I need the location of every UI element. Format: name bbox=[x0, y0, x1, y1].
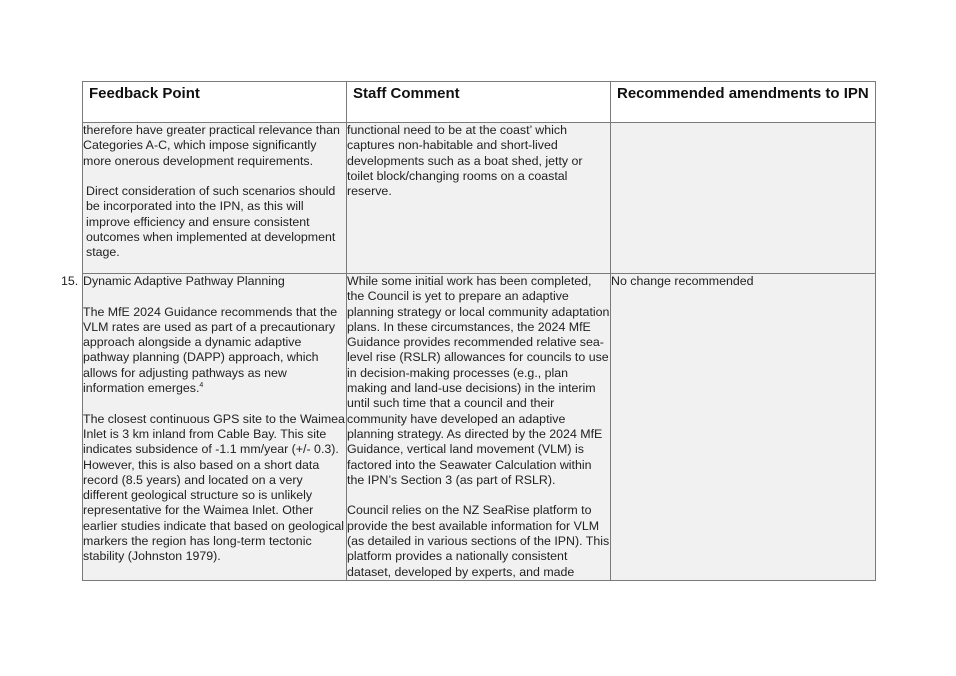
table-row bbox=[83, 274, 876, 581]
staff-comment-paragraph: While some initial work has been completed, the Council is yet to prepare an adaptive planning strategy or local community adaptation plans. In these circumstances, the 2024 MfE Guidance provides recommended relative sea-level rise (RSLR) allowances for councils to use in decision-making processes (e.g., plan making and land-use decisions) in the interim until such time that a council and their community have developed an adaptive planning strategy. As directed by the 2024 MfE Guidance, vertical land movement (VLM) is factored into the Seawater Calculation within the IPN’s Section 3 (as part of RSLR). bbox=[347, 274, 610, 487]
feedback-cell bbox=[83, 123, 347, 274]
header-recommended-amendments: Recommended amendments to IPN bbox=[611, 82, 876, 123]
recommended-cell: No change recommended bbox=[611, 274, 876, 581]
header-staff-comment: Staff Comment bbox=[347, 82, 611, 123]
recommended-cell bbox=[611, 123, 876, 274]
staff-comment-cell bbox=[347, 123, 611, 274]
feedback-paragraph-text: The MfE 2024 Guidance recommends that the VLM rates are used as part of a precautionary approach alongside a dynamic adaptive pathway planning (DAPP) approach, which allows for adjusting pathways as new information emerges. bbox=[83, 304, 338, 396]
feedback-paragraph: Direct consideration of such scenarios should be incorporated into the IPN, as this will improve efficiency and ensure consistent outcomes when implemented at development stage. bbox=[86, 184, 336, 260]
table-row bbox=[83, 123, 876, 274]
header-feedback-point: Feedback Point bbox=[83, 82, 347, 123]
feedback-title-text: Dynamic Adaptive Pathway Planning bbox=[83, 274, 285, 288]
staff-comment-paragraph: functional need to be at the coast’ which captures non-habitable and short-lived developments such as a boat shed, jetty or toilet block/changing rooms on a coastal reserve. bbox=[347, 123, 583, 199]
feedback-table bbox=[61, 81, 876, 581]
feedback-paragraph bbox=[83, 305, 346, 397]
staff-comment-cell bbox=[347, 274, 611, 581]
feedback-cell bbox=[61, 274, 347, 581]
staff-comment-paragraph: Council relies on the NZ SeaRise platform to provide the best available information for VLM (as detailed in various sections of the IPN). This platform provides a nationally consistent dataset, developed by experts, and made bbox=[347, 503, 610, 579]
header-row bbox=[83, 82, 876, 123]
feedback-number: 15. bbox=[61, 274, 79, 288]
feedback-paragraph: therefore have greater practical relevance than Categories A-C, which impose significantly more onerous development requirements. bbox=[83, 123, 340, 168]
feedback-title bbox=[61, 274, 346, 289]
feedback-paragraph: The closest continuous GPS site to the Waimea Inlet is 3 km inland from Cable Bay. This site indicates subsidence of -1.1 mm/year (+/- 0.3). However, this is also based on a short data record (8.5 years) and located on a very different geological structure so is unlikely representative for the Waimea Inlet. Other earlier studies indicate that based on geological markers the region has long-term tectonic stability (Johnston 1979). bbox=[83, 411, 345, 564]
footnote-ref[interactable]: 4 bbox=[199, 381, 204, 389]
